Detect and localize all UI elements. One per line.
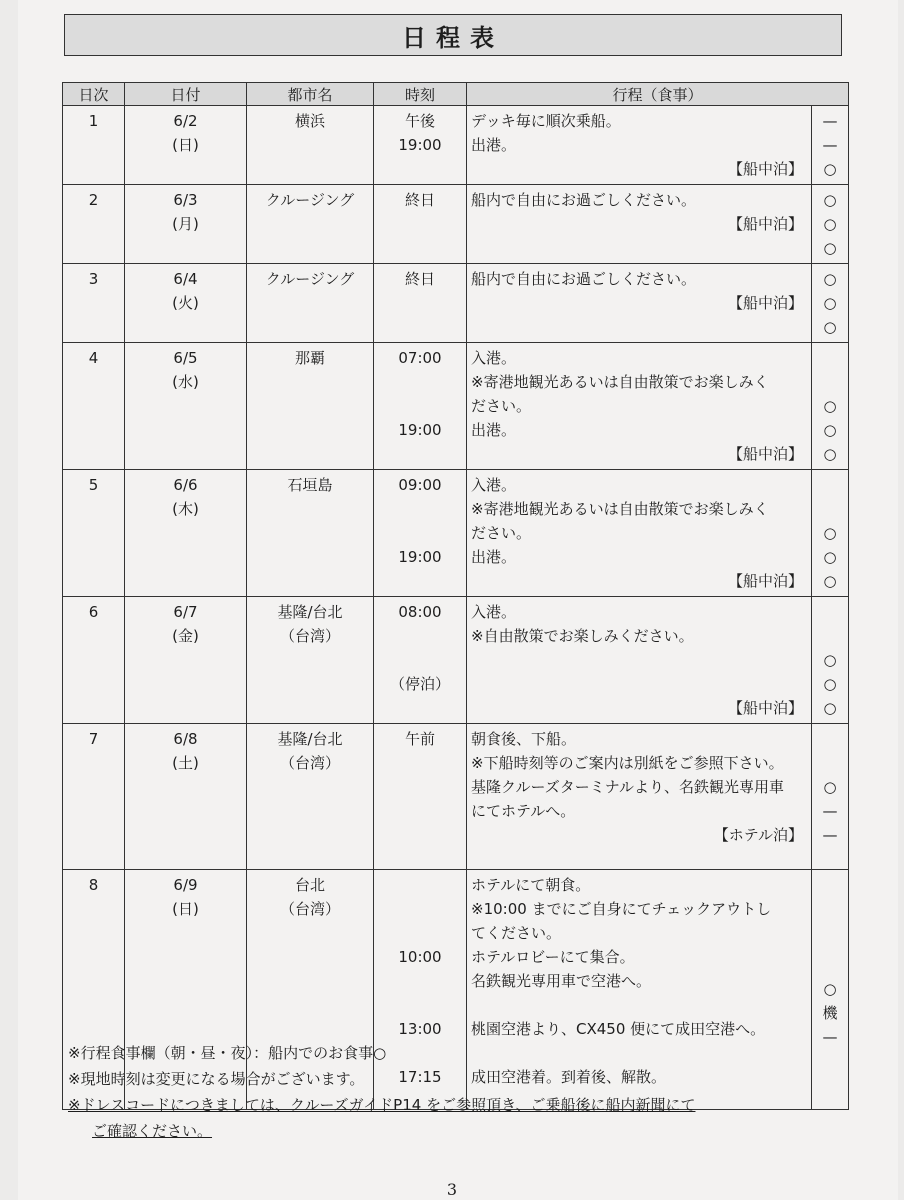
city-cell: [247, 724, 374, 870]
time-cell: [374, 264, 467, 343]
itinerary-line: 朝食後、下船。: [471, 730, 577, 748]
footnotes: [68, 1040, 848, 1144]
time-cell: [374, 470, 467, 597]
meal-mark: ○: [823, 397, 837, 415]
meal-mark: ○: [823, 239, 837, 257]
city-name: 横浜: [294, 112, 325, 130]
time-cell: [374, 597, 467, 724]
city-name: 台北: [294, 876, 325, 894]
city-cell: [247, 106, 374, 185]
meal-mark: ○: [823, 548, 837, 566]
city-name: 那覇: [294, 349, 325, 367]
table-row: [63, 597, 849, 724]
city-cell: [247, 185, 374, 264]
city-name: 基隆/台北: [277, 730, 343, 748]
meal-mark: —: [822, 802, 838, 820]
overnight-stay: 【船中泊】: [727, 572, 803, 590]
overnight-stay: 【船中泊】: [727, 699, 803, 717]
itinerary-line: 出港。: [471, 136, 517, 154]
meal-spacer: [816, 600, 844, 648]
weekday: (金): [172, 627, 199, 645]
meal-cell: [812, 106, 849, 185]
time-entry: 19:00: [398, 136, 442, 154]
weekday: (日): [172, 900, 199, 918]
itinerary-line: [471, 993, 807, 1017]
itinerary-line: 入港。: [471, 603, 517, 621]
header-itinerary: 行程（食事）: [467, 83, 849, 106]
time-cell: [374, 724, 467, 870]
header-day: 日次: [63, 83, 125, 106]
weekday: (火): [172, 294, 199, 312]
note-local-time: ※現地時刻は変更になる場合がございます。: [68, 1070, 365, 1088]
itinerary-line: 出港。: [471, 548, 517, 566]
itinerary-line: [471, 672, 807, 696]
time-entry: 19:00: [398, 421, 442, 439]
meal-cell: [812, 724, 849, 870]
date-cell: [125, 724, 247, 870]
time-entry: [378, 521, 462, 545]
time-entry: [378, 497, 462, 521]
meal-cell: [812, 470, 849, 597]
date: 6/4: [173, 270, 198, 288]
time-entry: [378, 624, 462, 648]
meal-mark: —: [822, 1028, 838, 1046]
itinerary-cell: [467, 343, 812, 470]
itinerary-cell: [467, 106, 812, 185]
city-cell: [247, 470, 374, 597]
time-entry: 19:00: [398, 548, 442, 566]
day-cell: [63, 106, 125, 185]
time-entry: 07:00: [398, 349, 442, 367]
itinerary-line: デッキ毎に順次乗船。: [471, 112, 621, 130]
itinerary-line: 桃園空港より、CX450 便にて成田空港へ。: [471, 1020, 766, 1038]
day-number: 4: [88, 349, 99, 367]
itinerary-line: 船内で自由にお過ごしください。: [471, 191, 697, 209]
time-entry: 午後: [404, 112, 435, 130]
date: 6/8: [173, 730, 198, 748]
date: 6/9: [173, 876, 198, 894]
time-entry: 10:00: [398, 948, 442, 966]
time-cell: [374, 343, 467, 470]
day-cell: [63, 470, 125, 597]
time-entry: [378, 394, 462, 418]
day-number: 1: [88, 112, 99, 130]
table-row: [63, 185, 849, 264]
weekday: (水): [172, 373, 199, 391]
itinerary-line: 入港。: [471, 349, 517, 367]
date: 6/3: [173, 191, 198, 209]
itinerary-line: 船内で自由にお過ごしください。: [471, 270, 697, 288]
note-meals: ※行程食事欄（朝・昼・夜）：船内でのお食事○: [68, 1044, 387, 1062]
time-entry: 終日: [404, 270, 435, 288]
day-cell: [63, 264, 125, 343]
time-cell: [374, 185, 467, 264]
overnight-stay: 【船中泊】: [727, 215, 803, 233]
itinerary-cell: [467, 185, 812, 264]
city-country: （台湾）: [279, 754, 340, 772]
header-row: [63, 83, 849, 106]
meal-mark: ○: [823, 524, 837, 542]
header-time: 時刻: [374, 83, 467, 106]
meal-mark: ○: [823, 445, 837, 463]
weekday: (月): [172, 215, 199, 233]
day-number: 5: [88, 476, 99, 494]
meal-mark: ○: [823, 980, 837, 998]
time-entry: 午前: [404, 730, 435, 748]
date: 6/5: [173, 349, 198, 367]
date-cell: [125, 470, 247, 597]
page-number: 3: [446, 1180, 458, 1199]
meal-mark: ○: [823, 778, 837, 796]
weekday: (木): [172, 500, 199, 518]
overnight-stay: 【船中泊】: [727, 294, 803, 312]
meal-mark: —: [822, 112, 838, 130]
meal-mark: 機: [822, 1004, 838, 1022]
meal-spacer: [816, 346, 844, 394]
time-entry: [378, 648, 462, 672]
itinerary-line: ※下船時刻等のご案内は別紙をご参照下さい。: [471, 754, 784, 772]
table-row: [63, 343, 849, 470]
date: 6/6: [173, 476, 198, 494]
itinerary-line: ださい。: [471, 524, 532, 542]
time-entry: [378, 993, 462, 1017]
itinerary-line: 成田空港着。到着後、解散。: [471, 1068, 667, 1086]
time-entry: 08:00: [398, 603, 442, 621]
meal-mark: ○: [823, 318, 837, 336]
time-entry: [378, 751, 462, 775]
city-country: （台湾）: [279, 627, 340, 645]
meal-mark: —: [822, 826, 838, 844]
city-name: クルージング: [265, 270, 355, 288]
meal-mark: ○: [823, 160, 837, 178]
day-cell: [63, 597, 125, 724]
date: 6/7: [173, 603, 198, 621]
time-entry: [378, 799, 462, 823]
time-entry: [378, 969, 462, 993]
city-cell: [247, 264, 374, 343]
meal-mark: ○: [823, 215, 837, 233]
header-city: 都市名: [247, 83, 374, 106]
time-entry: 09:00: [398, 476, 442, 494]
itinerary-cell: [467, 470, 812, 597]
city-name: クルージング: [265, 191, 355, 209]
time-entry: [378, 775, 462, 799]
day-number: 7: [88, 730, 99, 748]
meal-cell: [812, 264, 849, 343]
note-dress-code: ※ドレスコードにつきましては、クルーズガイドP14 をご参照頂き、ご乗船後に船内新聞にて: [68, 1096, 696, 1114]
overnight-stay: 【ホテル泊】: [713, 826, 803, 844]
itinerary-cell: [467, 264, 812, 343]
day-number: 6: [88, 603, 99, 621]
meal-mark: ○: [823, 699, 837, 717]
schedule-table: [62, 82, 849, 1110]
date-cell: [125, 597, 247, 724]
date-cell: [125, 343, 247, 470]
date-cell: [125, 106, 247, 185]
meal-mark: ○: [823, 294, 837, 312]
itinerary-line: ※寄港地観光あるいは自由散策でお楽しみく: [471, 373, 769, 391]
meal-spacer: [816, 727, 844, 775]
itinerary-cell: [467, 597, 812, 724]
time-entry: [378, 370, 462, 394]
itinerary-line: 入港。: [471, 476, 517, 494]
time-entry: [378, 873, 462, 897]
time-entry: （停泊）: [389, 675, 450, 693]
meal-cell: [812, 597, 849, 724]
meal-spacer: [816, 473, 844, 521]
meal-mark: ○: [823, 270, 837, 288]
itinerary-line: ださい。: [471, 397, 532, 415]
table-row: [63, 470, 849, 597]
itinerary-line: ホテルにて朝食。: [471, 876, 591, 894]
overnight-stay: 【船中泊】: [727, 445, 803, 463]
time-cell: [374, 106, 467, 185]
itinerary-line: 名鉄観光専用車で空港へ。: [471, 972, 652, 990]
meal-mark: ○: [823, 675, 837, 693]
header-date: 日付: [125, 83, 247, 106]
meal-cell: [812, 343, 849, 470]
time-entry: 終日: [404, 191, 435, 209]
day-number: 3: [88, 270, 99, 288]
time-entry: 17:15: [398, 1068, 442, 1086]
title-bar: [64, 14, 842, 56]
meal-cell: [812, 185, 849, 264]
meal-mark: ○: [823, 191, 837, 209]
overnight-stay: 【船中泊】: [727, 160, 803, 178]
city-country: （台湾）: [279, 900, 340, 918]
weekday: (日): [172, 136, 199, 154]
date: 6/2: [173, 112, 198, 130]
day-number: 2: [88, 191, 99, 209]
note-dress-code-cont: ご確認ください。: [92, 1122, 213, 1140]
city-name: 石垣島: [287, 476, 333, 494]
city-cell: [247, 343, 374, 470]
page-title: 日程表: [402, 23, 504, 52]
table-row: [63, 724, 849, 870]
meal-mark: —: [822, 136, 838, 154]
itinerary-line: ※自由散策でお楽しみください。: [471, 627, 694, 645]
table-row: [63, 106, 849, 185]
itinerary-line: てください。: [471, 924, 562, 942]
meal-mark: ○: [823, 572, 837, 590]
date-cell: [125, 264, 247, 343]
itinerary-line: 出港。: [471, 421, 517, 439]
meal-spacer: [816, 873, 844, 977]
itinerary-line: ホテルロビーにて集合。: [471, 948, 635, 966]
time-entry: [378, 921, 462, 945]
meal-mark: ○: [823, 421, 837, 439]
weekday: (土): [172, 754, 199, 772]
meal-mark: ○: [823, 651, 837, 669]
time-entry: [378, 897, 462, 921]
city-name: 基隆/台北: [277, 603, 343, 621]
itinerary-line: ※10:00 までにご自身にてチェックアウトし: [471, 900, 772, 918]
day-number: 8: [88, 876, 99, 894]
itinerary-line: にてホテルへ。: [471, 802, 576, 820]
itinerary-line: [471, 648, 807, 672]
itinerary-line: ※寄港地観光あるいは自由散策でお楽しみく: [471, 500, 769, 518]
itinerary-line: 基隆クルーズターミナルより、名鉄観光専用車: [471, 778, 785, 796]
date-cell: [125, 185, 247, 264]
day-cell: [63, 185, 125, 264]
time-entry: 13:00: [398, 1020, 442, 1038]
table-row: [63, 264, 849, 343]
itinerary-cell: [467, 724, 812, 870]
day-cell: [63, 724, 125, 870]
day-cell: [63, 343, 125, 470]
city-cell: [247, 597, 374, 724]
